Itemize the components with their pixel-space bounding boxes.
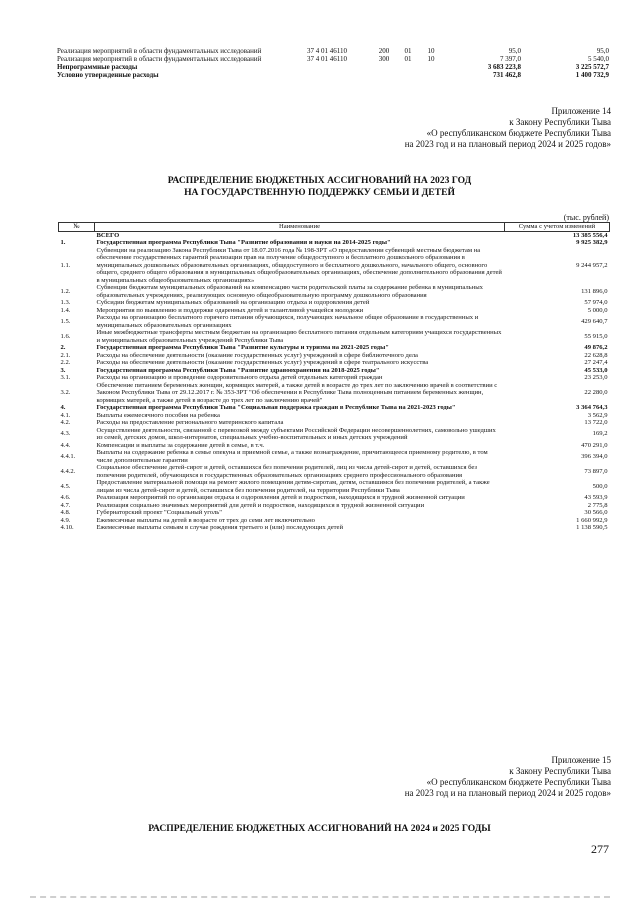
- budget-row: [57, 55, 609, 63]
- budget-item-name: Условно утвержденные расходы: [57, 71, 159, 79]
- budget-row: [57, 63, 609, 71]
- row-number: 4.10.: [60, 524, 74, 531]
- row-sum: 49 876,2: [584, 344, 608, 351]
- row-name: Расходы на предоставление регионального материнского капитала: [96, 419, 284, 426]
- row-name: Субвенции бюджетам муниципальных образований на компенсацию части родительской платы за содержание ребенка в муниципальных образовательных учреждениях, реализующих основную общеобразовательную программу дошкольного образования: [96, 284, 483, 299]
- row-sum: 396 394,0: [581, 452, 608, 460]
- row-sum: 22 280,0: [584, 389, 608, 396]
- section-title-2: РАСПРЕДЕЛЕНИЕ БЮДЖЕТНЫХ АССИГНОВАНИЙ НА 2024 и 2025 ГОДЫ: [148, 823, 491, 834]
- row-number: 2.: [60, 344, 66, 351]
- row-number: 2.1.: [60, 351, 71, 359]
- row-number: 1.3.: [60, 299, 71, 306]
- row-name: Реализация социально значимых мероприятий для детей и подростков, находящихся в трудной жизненной ситуации: [96, 501, 425, 509]
- appendix-14-header: [405, 106, 611, 150]
- row-number: 2.2.: [60, 359, 71, 366]
- table-header-row: [59, 223, 610, 232]
- allocation-table: [58, 222, 610, 532]
- table-row: [59, 299, 610, 307]
- row-name: Расходы на обеспечение деятельности (оказание государственных услуг) учреждений в сфере театрального искусства: [96, 359, 429, 366]
- header-sum: Сумма с учетом изменений: [505, 223, 610, 232]
- row-name: Мероприятия по выявлению и поддержке одаренных детей и талантливой учащейся молодежи: [96, 306, 364, 314]
- row-number: 1.4.: [60, 306, 71, 314]
- header-number: №: [59, 223, 95, 232]
- budget-item-name: Непрограммные расходы: [57, 63, 138, 71]
- table-row: [59, 382, 610, 405]
- page-number: 277: [591, 842, 609, 856]
- scan-edge-artifact: [30, 896, 610, 902]
- appendix-15-header: [405, 755, 611, 799]
- row-name: Иные межбюджетные трансферты местным бюджетам на организацию бесплатного питания отдельным категориям учащихся государственных и муниципальных образовательных учреждений Республики Тыва: [96, 329, 502, 344]
- section-code: [397, 63, 419, 71]
- table-row: [59, 352, 610, 360]
- table-row: [59, 374, 610, 382]
- budget-item-name: Реализация мероприятий в области фундаментальных исследований: [57, 55, 262, 63]
- table-row: [59, 412, 610, 420]
- row-sum: 57 974,0: [584, 299, 608, 306]
- row-name: Государственная программа Республики Тыва "Социальная поддержка граждан в Республике Тыва на 2021-2023 годы": [96, 404, 456, 411]
- amount-2025: 3 225 572,7: [575, 63, 609, 71]
- row-number: 4.1.: [60, 411, 71, 419]
- table-row: [59, 359, 610, 367]
- row-number: 4.4.2.: [60, 467, 76, 475]
- row-name: Государственная программа Республики Тыва "Развитие образования и науки на 2014-2025 годы": [96, 239, 391, 246]
- table-row: [59, 419, 610, 427]
- row-name: Предоставление материальной помощи на ремонт жилого помещения детям-сиротам, детям, оставшимся без попечения родителей, а также лицам из числа детей-сирот и детей, оставшихся без попечения родителей, на территории Республики Тыва: [96, 479, 490, 494]
- row-name: Ежемесячные выплаты на детей в возрасте от трех до семи лет включительно: [96, 516, 315, 524]
- expense-type-code: [371, 63, 397, 71]
- row-number: 3.1.: [60, 374, 71, 381]
- row-sum: 3 364 764,3: [576, 404, 608, 411]
- title-line-2: НА ГОСУДАРСТВЕННУЮ ПОДДЕРЖКУ СЕМЬИ И ДЕТЕЙ: [184, 186, 455, 198]
- row-sum: 55 915,0: [584, 332, 608, 340]
- row-sum: 45 533,0: [584, 366, 608, 374]
- expense-type-code: 300: [378, 55, 390, 63]
- expense-type-code: 200: [378, 47, 390, 55]
- row-name: Социальное обеспечение детей-сирот и детей, оставшихся без попечения родителей, лиц из числа детей-сирот и детей, оставшихся без попечения родителей, обучающихся в государственных образовательных организациях среднего профессионального образования: [96, 464, 478, 479]
- row-number: [59, 231, 95, 239]
- table-row: [59, 479, 610, 494]
- row-number: 3.2.: [60, 389, 71, 396]
- row-number: 4.5.: [60, 482, 71, 490]
- row-number: 1.6.: [60, 332, 71, 340]
- row-sum: 22 628,8: [584, 351, 608, 359]
- row-sum: 9 925 382,9: [576, 239, 608, 246]
- row-name: Субсидии бюджетам муниципальных образований на организацию отдыха и оздоровления детей: [96, 299, 370, 306]
- row-name: Выплаты на содержание ребенка в семье опекуна и приемной семье, а также вознаграждение, причитающееся приемному родителю, в том числе дополнительные гарантии: [96, 449, 488, 464]
- appendix-law: к Закону Республики Тыва: [509, 117, 611, 127]
- row-sum: 131 896,0: [581, 287, 608, 295]
- appendix-law: к Закону Республики Тыва: [509, 766, 611, 776]
- row-sum: 23 253,0: [584, 374, 608, 381]
- budget-item-name: Реализация мероприятий в области фундаментальных исследований: [57, 47, 262, 55]
- amount-2025: 5 540,0: [588, 55, 609, 63]
- table-row: [59, 442, 610, 450]
- row-name: Выплаты ежемесячного пособия на ребенка: [96, 411, 220, 419]
- appendix-law-title: «О республиканском бюджете Республики Тыва: [426, 777, 611, 787]
- subsection-code: [419, 71, 443, 79]
- row-sum: 429 640,7: [581, 317, 608, 325]
- row-number: 1.1.: [60, 261, 71, 269]
- row-number: 1.: [60, 239, 66, 246]
- row-number: 1.2.: [60, 287, 71, 295]
- amount-2024: 3 683 223,8: [487, 63, 521, 71]
- table-row: [59, 494, 610, 502]
- table-row: [59, 344, 610, 352]
- table-row: [59, 329, 610, 344]
- row-name: Государственная программа Республики Тыва "Развитие культуры и туризма на 2021-2025 годы": [96, 344, 389, 351]
- subsection-code: 10: [427, 55, 435, 63]
- row-number: 4.4.1.: [60, 452, 76, 460]
- table-row: [59, 517, 610, 525]
- table-row: [59, 314, 610, 329]
- budget-row: [57, 47, 609, 55]
- row-name: Обеспечение питанием беременных женщин, кормящих матерей, а также детей в возрасте до трех лет по заключению врачей в соответствии с Законом Республики Тыва от 29.12.2017 г. № 353-ЗРТ "Об обеспечении в Республике Тыва полноценным питанием беременных женщин, кормящих матерей, а также детей в возрасте до трех лет по заключению врачей": [96, 381, 498, 404]
- row-sum: 1 138 590,5: [576, 524, 608, 531]
- table-row: [59, 427, 610, 442]
- row-sum: 30 566,0: [584, 509, 608, 516]
- row-sum: 3 562,9: [587, 411, 608, 419]
- row-name: Ежемесячные выплаты семьям в случае рождения третьего и (или) последующих детей: [96, 524, 343, 531]
- row-sum: 1 660 992,9: [576, 516, 608, 524]
- amount-2025: 95,0: [596, 47, 609, 55]
- row-number: 4.4.: [60, 441, 71, 449]
- header-name: Наименование: [95, 223, 505, 232]
- row-name: Государственная программа Республики Тыва "Развитие здравоохранения на 2018-2025 годы": [96, 366, 380, 374]
- row-number: 4.: [60, 404, 66, 411]
- row-sum: 470 291,0: [581, 441, 608, 449]
- table-row: [59, 307, 610, 315]
- row-name: Расходы на организацию и проведение оздоровительного отдыха детей отдельных категорий граждан: [96, 374, 383, 381]
- section-title: [0, 175, 639, 198]
- row-sum: 500,0: [592, 482, 608, 490]
- table-row: [59, 509, 610, 517]
- table-row: [59, 404, 610, 412]
- row-sum: 9 244 957,2: [576, 261, 608, 269]
- row-number: 4.8.: [60, 509, 71, 516]
- amount-2024: 95,0: [508, 47, 521, 55]
- table-row: [59, 449, 610, 464]
- table-row: [59, 239, 610, 247]
- amount-2024: 7 397,0: [500, 55, 521, 63]
- table-row: [59, 231, 610, 239]
- appendix-period: на 2023 год и на плановый период 2024 и 2025 годов»: [404, 139, 611, 149]
- amount-2025: 1 400 732,9: [575, 71, 609, 79]
- row-sum: 13 385 556,4: [572, 231, 608, 239]
- row-sum: 169,2: [592, 430, 608, 438]
- appendix-number: Приложение 15: [551, 755, 611, 765]
- row-name: Расходы на организацию бесплатного горячего питания обучающихся, получающих начальное общее образование в государственных и муниципальных образовательных организациях: [96, 314, 479, 329]
- appendix-period: на 2023 год и на плановый период 2024 и 2025 годов»: [404, 788, 611, 798]
- appendix-number: Приложение 14: [551, 106, 611, 116]
- subsection-code: [419, 63, 443, 71]
- budget-row: [57, 71, 609, 79]
- row-number: 3.: [60, 366, 66, 374]
- section-code: 01: [404, 47, 412, 55]
- budget-code: [307, 63, 371, 71]
- table-row: [59, 247, 610, 285]
- table-row: [59, 464, 610, 479]
- appendix-law-title: «О республиканском бюджете Республики Тыва: [426, 128, 611, 138]
- row-number: 4.3.: [60, 430, 71, 438]
- section-code: [397, 71, 419, 79]
- budget-code: [307, 71, 371, 79]
- budget-code: 37 4 01 46110: [307, 55, 347, 63]
- units-label: (тыс. рублей): [563, 213, 609, 222]
- table-row: [59, 367, 610, 375]
- expense-type-code: [371, 71, 397, 79]
- section-code: 01: [404, 55, 412, 63]
- row-name: Осуществление деятельности, связанной с перевозкой между субъектами Российской Федерации несовершеннолетних, самовольно ушедших из семей, детских домов, школ-интернатов, специальных учебно-воспитательных и иных детских учреждений: [96, 426, 496, 441]
- row-name: Расходы на обеспечение деятельности (оказание государственных услуг) учреждений в сфере библиотечного дела: [96, 351, 418, 359]
- row-sum: 5 000,0: [587, 306, 608, 314]
- table-row: [59, 502, 610, 510]
- amount-2024: 731 462,8: [493, 71, 521, 79]
- row-name: ВСЕГО: [96, 231, 120, 239]
- row-name: Реализация мероприятий по организации отдыха и оздоровления детей и подростков, находящихся в трудной жизненной ситуации: [96, 494, 465, 501]
- title-line-1: РАСПРЕДЕЛЕНИЕ БЮДЖЕТНЫХ АССИГНОВАНИЙ НА 2023 ГОД: [167, 175, 472, 186]
- budget-rows-table: [57, 47, 609, 79]
- row-number: 4.9.: [60, 516, 71, 524]
- row-name: Компенсации и выплаты за содержание детей в семье, в т.ч.: [96, 441, 265, 449]
- row-name: Субвенции на реализацию Закона Республики Тыва от 18.07.2016 года № 198-ЗРТ «О предоставлении субвенций местным бюджетам на обеспечение государственных гарантий реализации прав на получение общедоступного и бесплатного дошкольного образования в муниципальных дошкольных образовательных организациях, общедоступного и бесплатного дошкольного, начального общего, основного общего, среднего общего образования в муниципальных общеобразовательных организациях, обеспечение дополнительного образования детей в муниципальных общеобразовательных организациях»: [96, 246, 502, 284]
- row-number: 4.7.: [60, 501, 71, 509]
- subsection-code: 10: [427, 47, 435, 55]
- budget-code: 37 4 01 46110: [307, 47, 347, 55]
- row-number: 4.2.: [60, 419, 71, 426]
- row-sum: 2 775,8: [587, 501, 608, 509]
- row-number: 1.5.: [60, 317, 71, 325]
- row-sum: 73 897,0: [584, 467, 608, 475]
- row-sum: 27 247,4: [584, 359, 608, 366]
- row-number: 4.6.: [60, 494, 71, 501]
- row-sum: 13 722,0: [584, 419, 608, 426]
- table-row: [59, 524, 610, 532]
- row-sum: 43 593,9: [584, 494, 608, 501]
- row-name: Губернаторский проект "Социальный уголь": [96, 509, 222, 516]
- table-row: [59, 284, 610, 299]
